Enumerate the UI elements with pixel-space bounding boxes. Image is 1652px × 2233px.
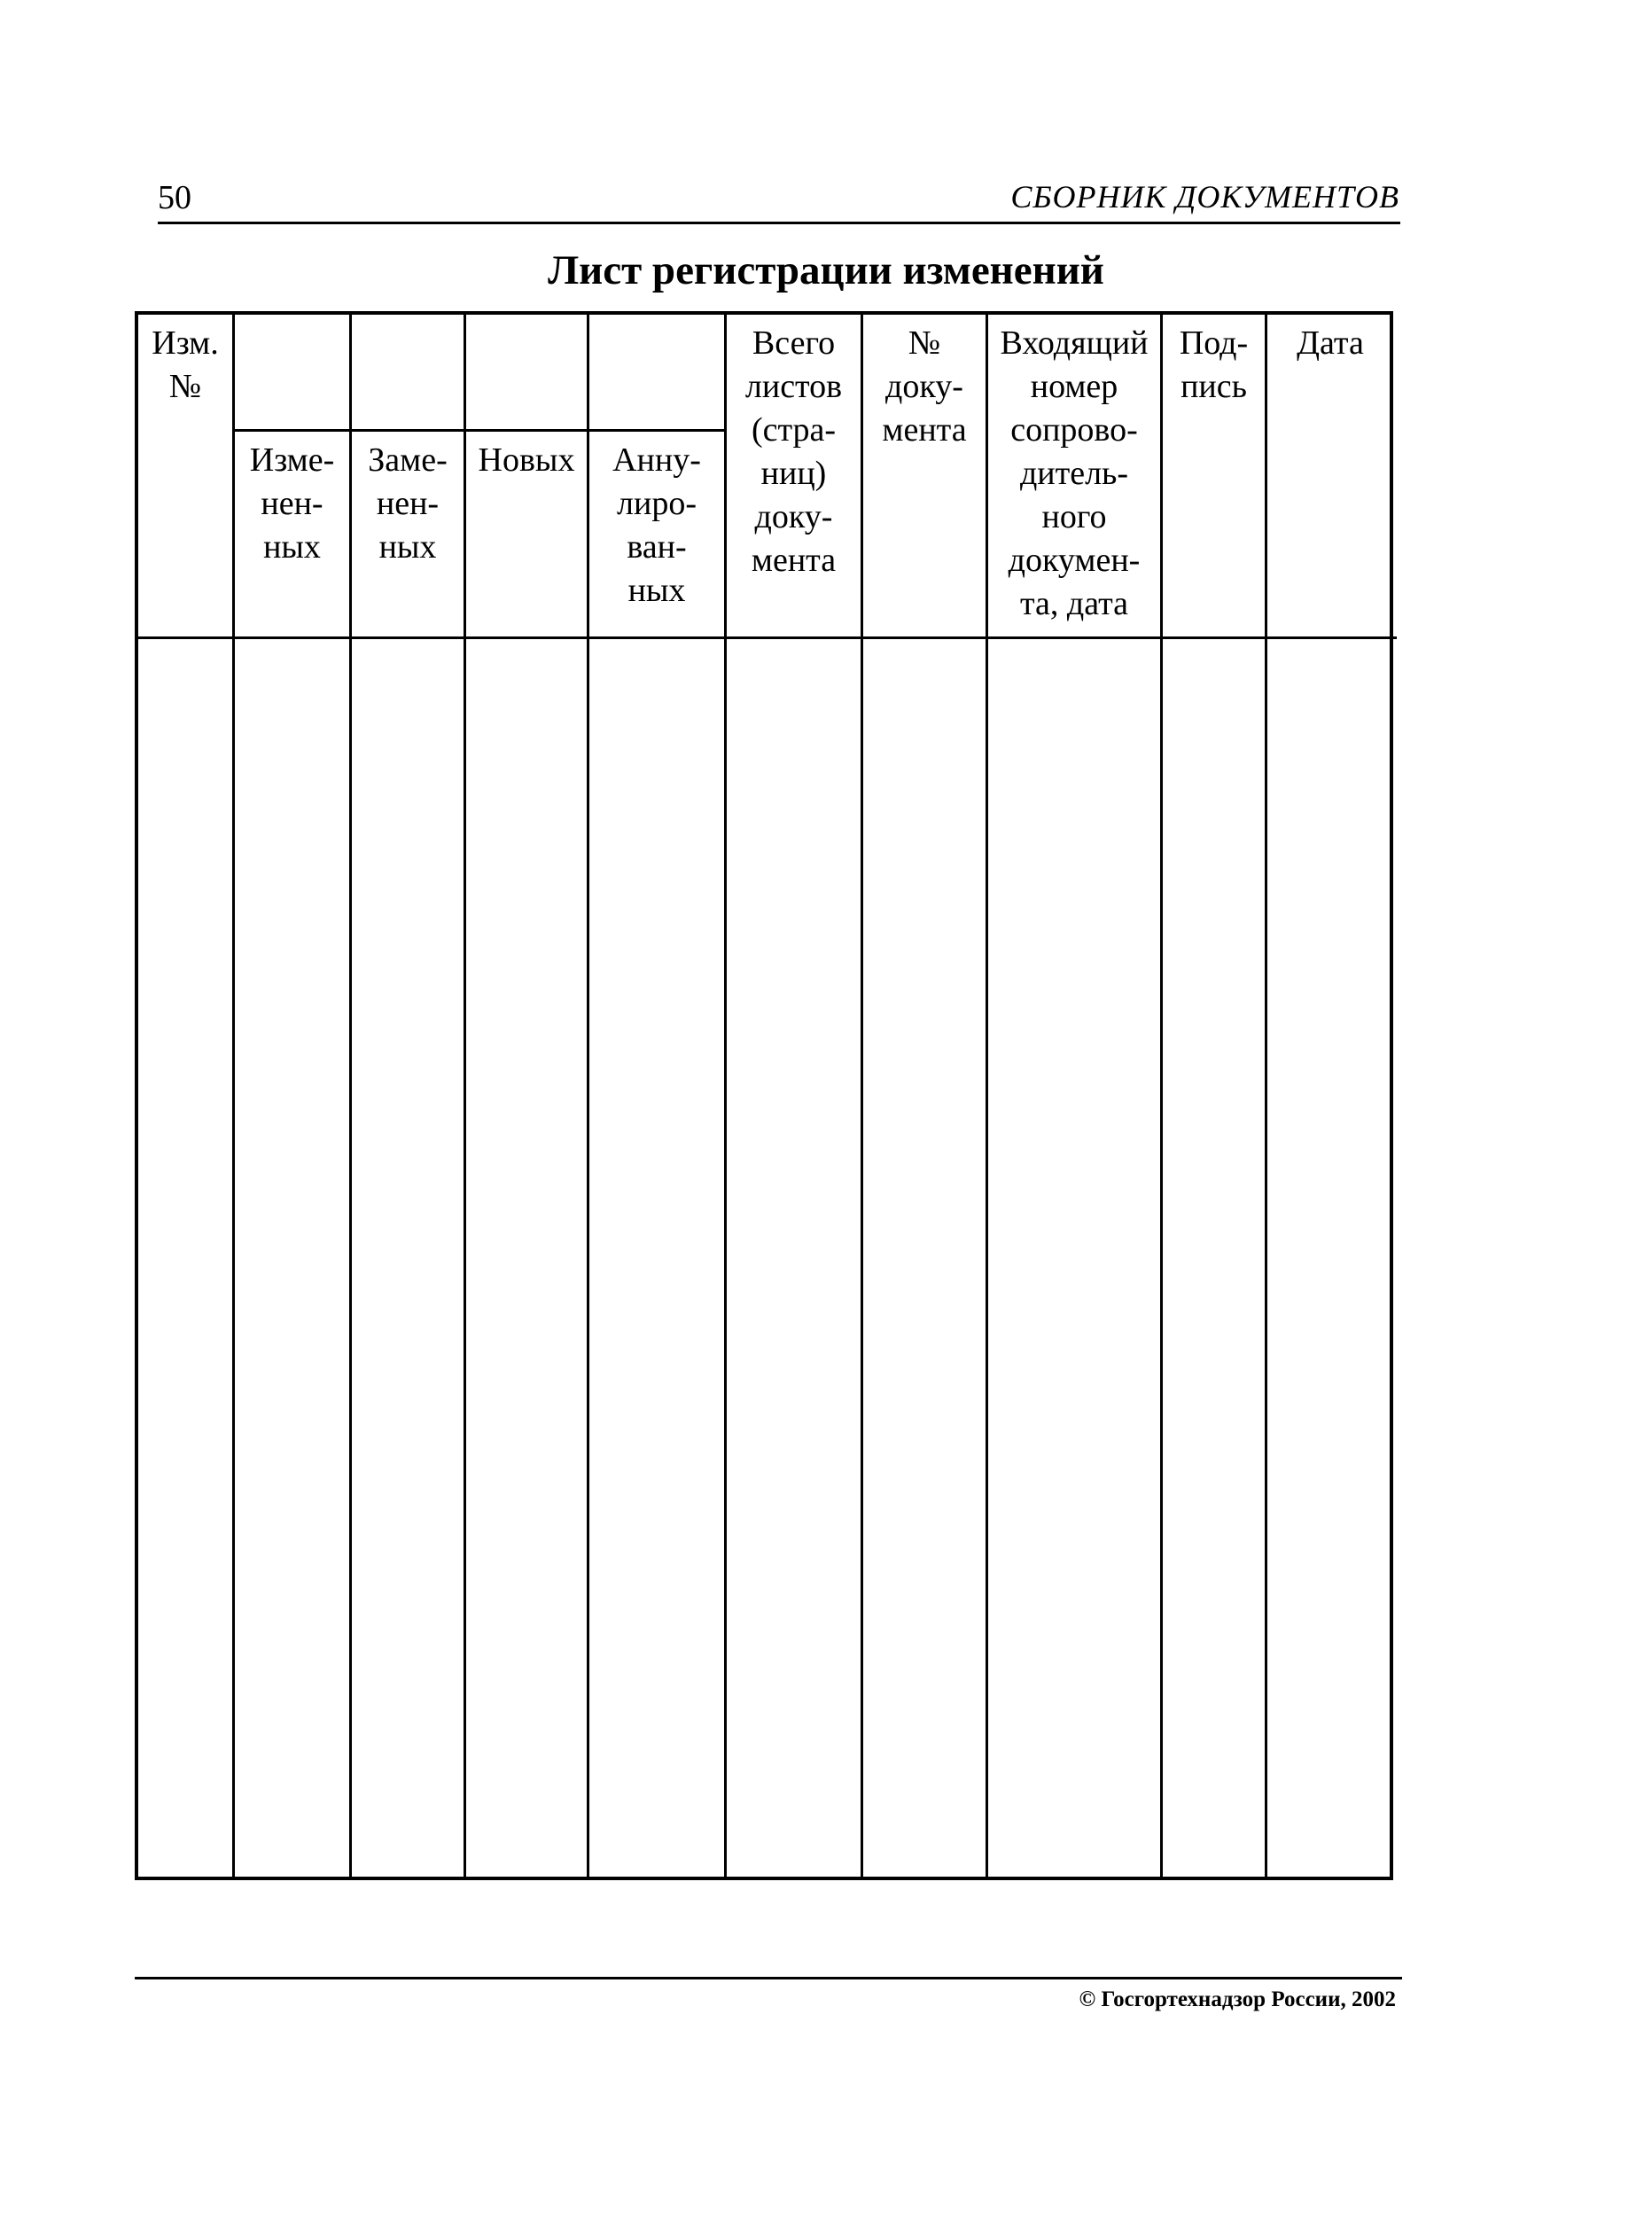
table-body bbox=[138, 639, 1390, 1877]
header-replaced: Заме- нен- ных bbox=[368, 441, 448, 566]
header-date: Дата bbox=[1297, 324, 1364, 362]
header-signature: Под- пись bbox=[1179, 324, 1249, 405]
header-incoming-no: Входящий номер сопрово- дитель- ного докумен- та, дата bbox=[1000, 324, 1149, 622]
header-new: Новых bbox=[478, 441, 575, 479]
header-change-no: Изм. № bbox=[152, 324, 219, 405]
header-changed: Изме- нен- ных bbox=[249, 441, 335, 566]
header-annulled: Анну- лиро- ван- ных bbox=[612, 441, 701, 609]
header-total-sheets: Всего листов (стра- ниц) доку- мента bbox=[744, 324, 843, 579]
subheader-rule bbox=[232, 429, 724, 432]
page-number: 50 bbox=[158, 179, 191, 216]
running-title: СБОРНИК ДОКУМЕНТОВ bbox=[1010, 179, 1399, 215]
copyright: © Госгортехнадзор России, 2002 bbox=[1079, 1987, 1396, 2011]
footer-rule bbox=[135, 1977, 1402, 1979]
header-document-no: № доку- мента bbox=[882, 324, 967, 449]
form-title: Лист регистрации изменений bbox=[548, 247, 1104, 293]
header-rule bbox=[158, 222, 1400, 224]
change-registration-table bbox=[135, 311, 1393, 1880]
